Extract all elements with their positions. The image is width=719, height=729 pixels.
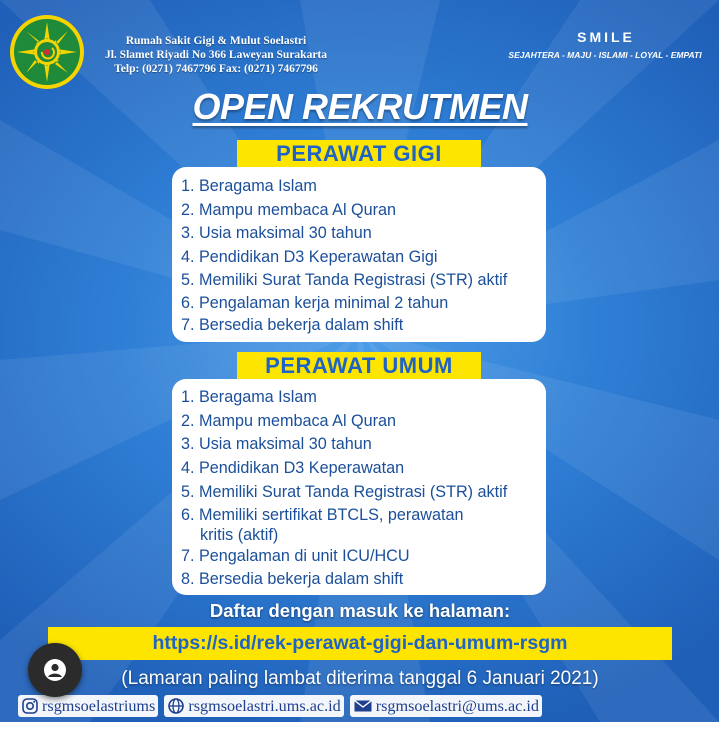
list-item: kritis (aktif) — [200, 526, 279, 544]
list-item: 1. Beragama Islam — [181, 177, 317, 195]
instagram-icon — [21, 697, 39, 715]
account-icon — [43, 658, 67, 682]
poster-title: OPEN REKRUTMEN — [192, 86, 528, 127]
register-label: Daftar dengan masuk ke halaman: — [209, 600, 511, 621]
globe-icon — [167, 697, 185, 715]
position-title-dental-nurse: PERAWAT GIGI — [237, 140, 481, 167]
contact-website[interactable] — [164, 695, 343, 717]
email-address: rsgmsoelastri@ums.ac.id — [375, 696, 539, 715]
website-url: rsgmsoelastri.ums.ac.id — [188, 696, 341, 715]
hospital-address: Jl. Slamet Riyadi No 366 Laweyan Surakarta — [104, 49, 328, 61]
muhammadiyah-logo-icon — [9, 14, 85, 90]
motto-values: SEJAHTERA - MAJU - ISLAMI - LOYAL - EMPATI — [508, 50, 702, 60]
contact-instagram[interactable] — [18, 695, 158, 717]
list-item: 6. Memiliki sertifikat BTCLS, perawatan — [181, 506, 464, 524]
list-item: 7. Pengalaman di unit ICU/HCU — [181, 547, 410, 565]
requirements-card-dental-nurse — [172, 167, 546, 342]
list-item: 8. Bersedia bekerja dalam shift — [181, 570, 404, 588]
instagram-handle: rsgmsoelastriums — [42, 696, 156, 715]
position-title-general-nurse: PERAWAT UMUM — [237, 352, 481, 379]
list-item: 4. Pendidikan D3 Keperawatan — [181, 459, 405, 477]
list-item: 5. Memiliki Surat Tanda Registrasi (STR) aktif — [181, 271, 508, 289]
contact-bar — [18, 694, 548, 718]
register-link[interactable]: https://s.id/rek-perawat-gigi-dan-umum-rsgm — [152, 632, 568, 654]
requirements-card-general-nurse — [172, 379, 546, 595]
deadline-text: (Lamaran paling lambat diterima tanggal 6 Januari 2021) — [121, 668, 599, 689]
list-item: 2. Mampu membaca Al Quran — [181, 201, 397, 219]
list-item: 5. Memiliki Surat Tanda Registrasi (STR) aktif — [181, 483, 508, 501]
hospital-info — [90, 34, 342, 76]
list-item: 7. Bersedia bekerja dalam shift — [181, 316, 404, 334]
account-button[interactable] — [28, 643, 82, 697]
mail-icon — [353, 697, 373, 715]
contact-email[interactable] — [350, 695, 542, 717]
list-item: 3. Usia maksimal 30 tahun — [181, 435, 372, 453]
list-item: 1. Beragama Islam — [181, 388, 317, 406]
hospital-name: Rumah Sakit Gigi & Mulut Soelastri — [125, 35, 307, 47]
list-item: 3. Usia maksimal 30 tahun — [181, 224, 372, 242]
hospital-phone: Telp: (0271) 7467796 Fax: (0271) 7467796 — [114, 63, 318, 75]
register-link-bar — [48, 627, 672, 660]
list-item: 2. Mampu membaca Al Quran — [181, 412, 397, 430]
motto: SMILE — [577, 29, 635, 45]
list-item: 4. Pendidikan D3 Keperawatan Gigi — [181, 248, 438, 266]
list-item: 6. Pengalaman kerja minimal 2 tahun — [181, 294, 449, 312]
